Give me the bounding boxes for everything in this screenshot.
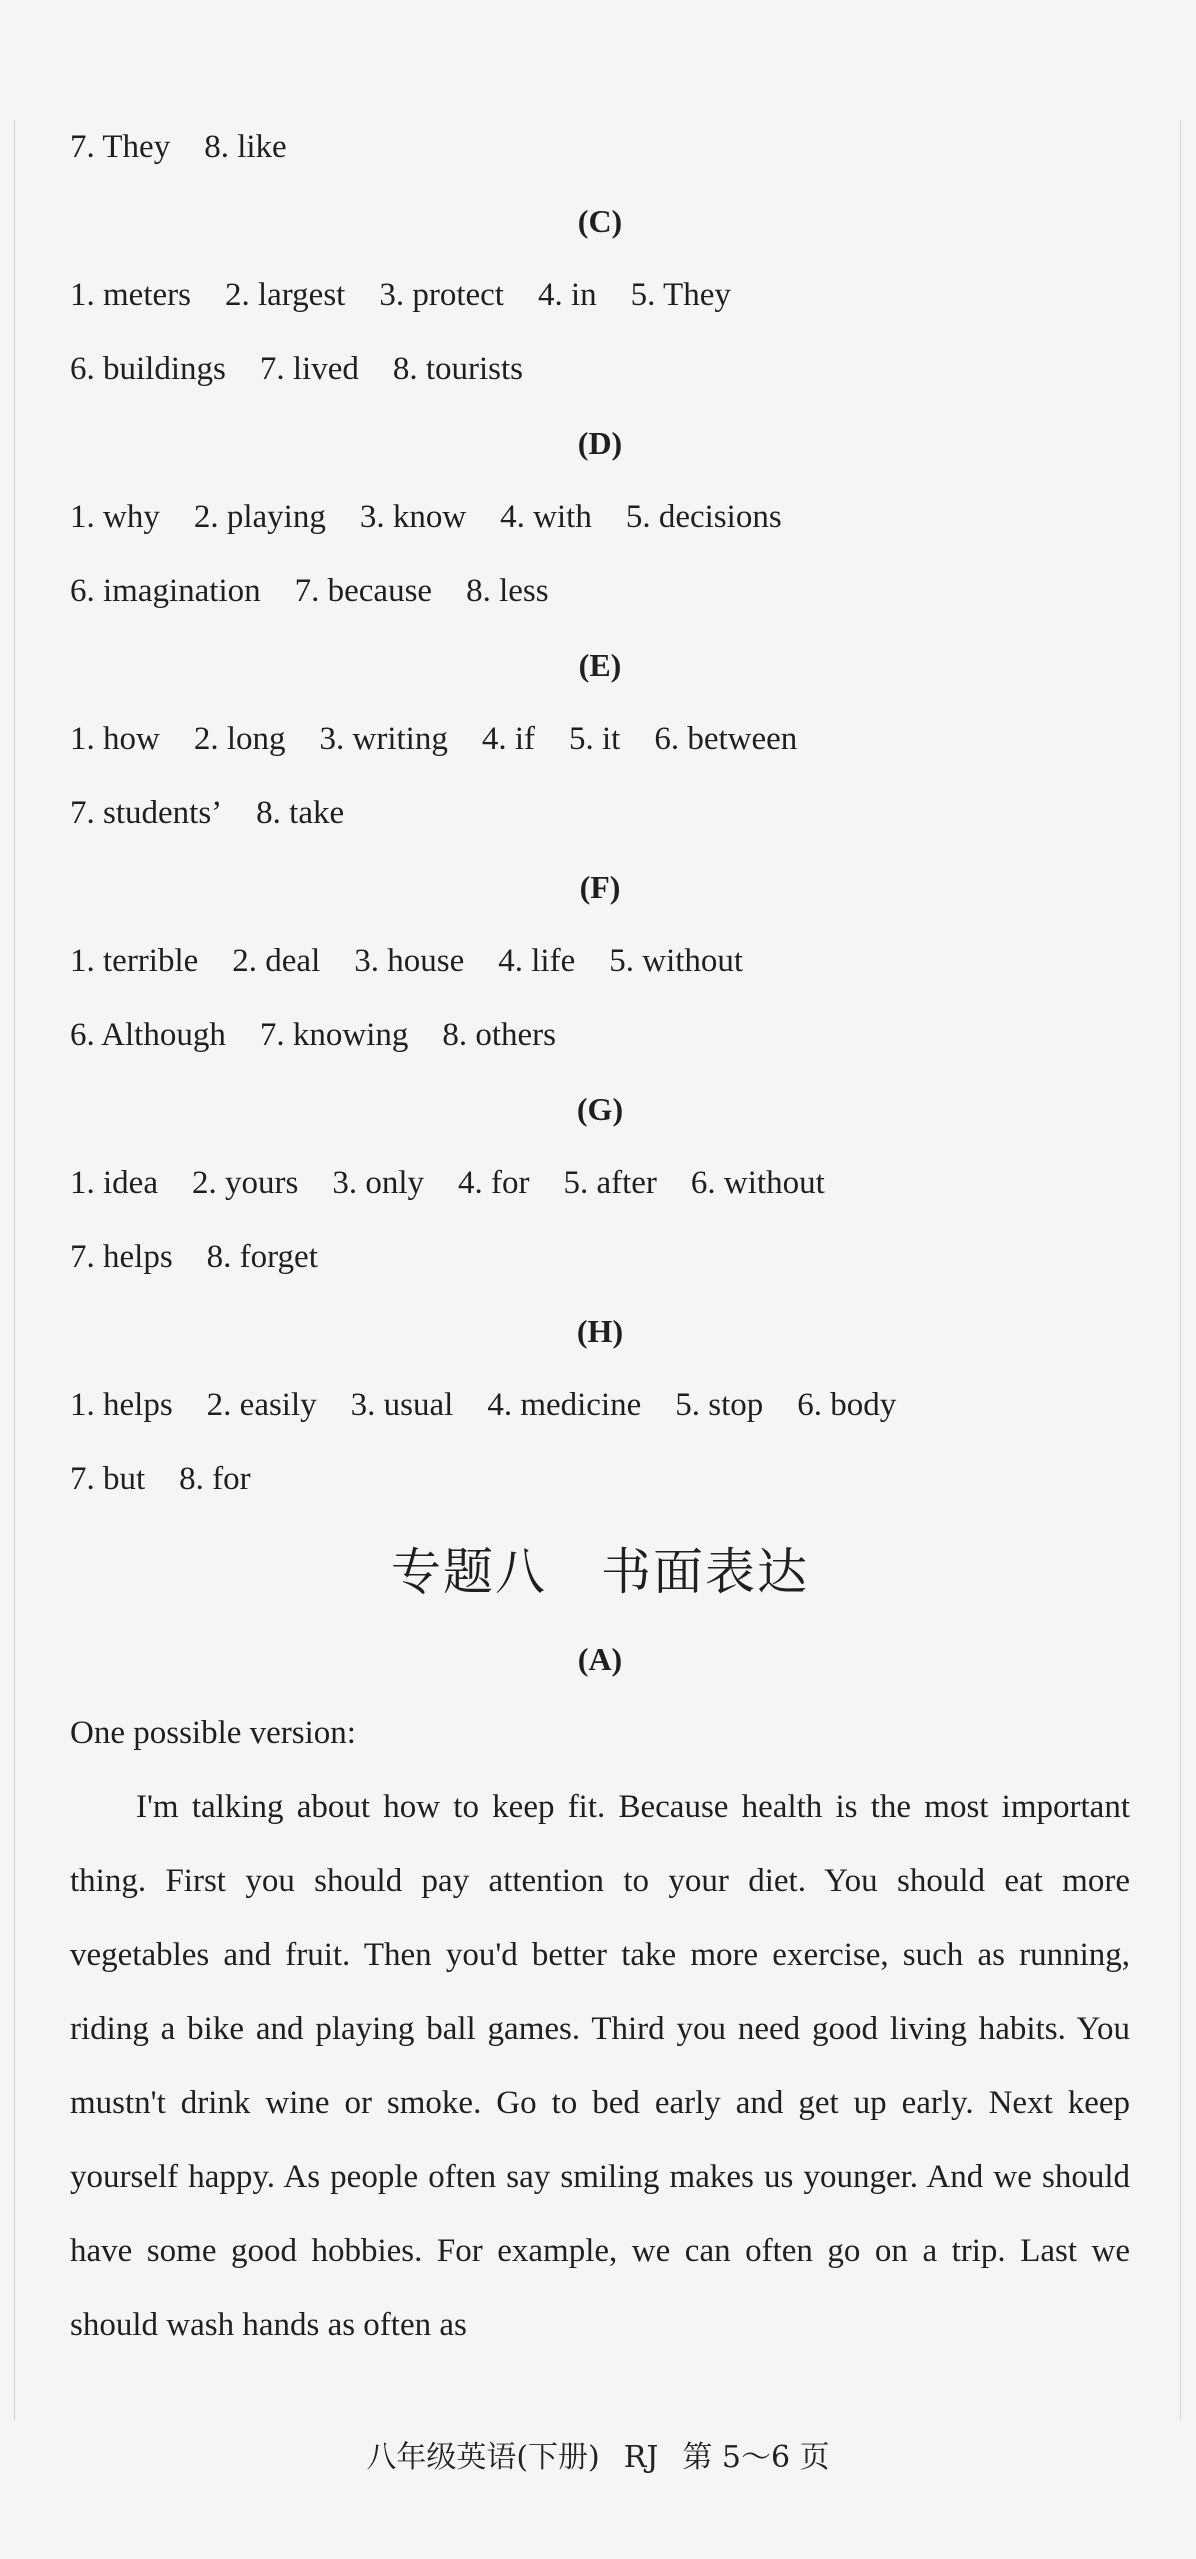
sample-essay: I'm talking about how to keep fit. Because health is the most important thing. First you should pay attention to your diet. You should eat more vegetables and fruit. Then you'd better take more exercise, such as running, riding a bike and playing ball games. Third you need good living habits. You mustn't drink wine or smoke. Go to bed early and get up early. Next keep yourself happy. As people often say smiling makes us younger. And we should have some good hobbies. For example, we can often go on a trip. Last we should wash hands as often as [70, 1789, 1130, 2343]
answer-item: 7. students’ [70, 795, 223, 831]
answer-item: 4. with [500, 499, 592, 535]
answer-item: 5. decisions [625, 499, 782, 535]
answer-row [70, 480, 1130, 554]
answer-item: 8. like [204, 129, 287, 165]
answer-row [70, 258, 1130, 332]
footer-page-range: 第 5～6 页 [682, 2440, 830, 2475]
answer-content [70, 110, 1130, 2436]
footer-edition: RJ [623, 2440, 659, 2475]
answer-item: 6. imagination [70, 573, 261, 609]
answer-item: 1. idea [70, 1165, 158, 1201]
answer-item: 1. why [70, 499, 160, 535]
page-edge-left [14, 120, 15, 2420]
answer-item: 7. but [70, 1461, 146, 1497]
answer-item: 5. They [630, 277, 731, 313]
answer-row [70, 998, 1130, 1072]
answer-item: 2. easily [206, 1387, 317, 1423]
answer-item: 1. how [70, 721, 160, 757]
answer-item: 7. helps [70, 1239, 173, 1275]
answer-item: 3. writing [319, 721, 448, 757]
answer-row [70, 1220, 1130, 1294]
answer-item: 3. protect [379, 277, 504, 313]
answer-item: 7. because [294, 573, 433, 609]
section-heading-d: (D) [577, 425, 623, 461]
answer-item: 4. life [498, 943, 576, 979]
answer-item: 2. deal [232, 943, 321, 979]
answer-item: 6. without [690, 1165, 825, 1201]
section-heading-a: (A) [577, 1641, 623, 1677]
answer-item: 6. body [797, 1387, 897, 1423]
answer-item: 6. buildings [70, 351, 226, 387]
answer-item: 2. long [193, 721, 286, 757]
answer-item: 1. meters [70, 277, 191, 313]
answer-row [70, 1146, 1130, 1220]
answer-item: 3. only [332, 1165, 424, 1201]
answer-item: 7. They [70, 129, 171, 165]
answer-item: 4. medicine [487, 1387, 642, 1423]
answer-item: 7. lived [259, 351, 359, 387]
answer-item: 4. in [537, 277, 597, 313]
essay-intro: One possible version: [70, 1715, 356, 1751]
answer-item: 3. usual [350, 1387, 454, 1423]
answer-item: 5. stop [675, 1387, 764, 1423]
answer-item: 8. take [256, 795, 345, 831]
answer-row [70, 924, 1130, 998]
answer-row [70, 702, 1130, 776]
answer-row [70, 110, 1130, 184]
footer-book-title: 八年级英语(下册) [366, 2440, 600, 2475]
answer-item: 8. others [442, 1017, 557, 1053]
answer-item: 2. largest [224, 277, 346, 313]
section-heading-c: (C) [577, 203, 623, 239]
answer-item: 6. between [654, 721, 798, 757]
answer-item: 8. forget [206, 1239, 318, 1275]
topic-title-name: 书面表达 [601, 1543, 809, 1601]
section-heading-f: (F) [579, 869, 621, 905]
answer-item: 7. knowing [259, 1017, 409, 1053]
section-heading-h: (H) [576, 1313, 624, 1349]
answer-row [70, 1442, 1130, 1516]
page-footer [0, 2432, 1196, 2476]
answer-row [70, 554, 1130, 628]
answer-item: 2. yours [191, 1165, 299, 1201]
answer-item: 3. house [354, 943, 465, 979]
answer-item: 8. for [179, 1461, 251, 1497]
answer-row [70, 332, 1130, 406]
answer-item: 8. tourists [392, 351, 524, 387]
section-heading-g: (G) [576, 1091, 624, 1127]
answer-item: 1. terrible [70, 943, 199, 979]
answer-item: 5. without [609, 943, 744, 979]
answer-item: 5. it [569, 721, 621, 757]
answer-item: 2. playing [193, 499, 326, 535]
page-edge-right [1180, 120, 1181, 2420]
answer-row [70, 776, 1130, 850]
answer-item: 6. Although [70, 1017, 226, 1053]
answer-item: 3. know [359, 499, 467, 535]
answer-item: 1. helps [70, 1387, 173, 1423]
answer-item: 5. after [563, 1165, 657, 1201]
topic-title-number: 专题八 [391, 1543, 547, 1601]
answer-row [70, 1368, 1130, 1442]
topic-title [70, 1522, 1130, 1622]
answer-item: 4. for [457, 1165, 530, 1201]
answer-item: 4. if [481, 721, 536, 757]
answer-item: 8. less [466, 573, 549, 609]
section-heading-e: (E) [578, 647, 622, 683]
